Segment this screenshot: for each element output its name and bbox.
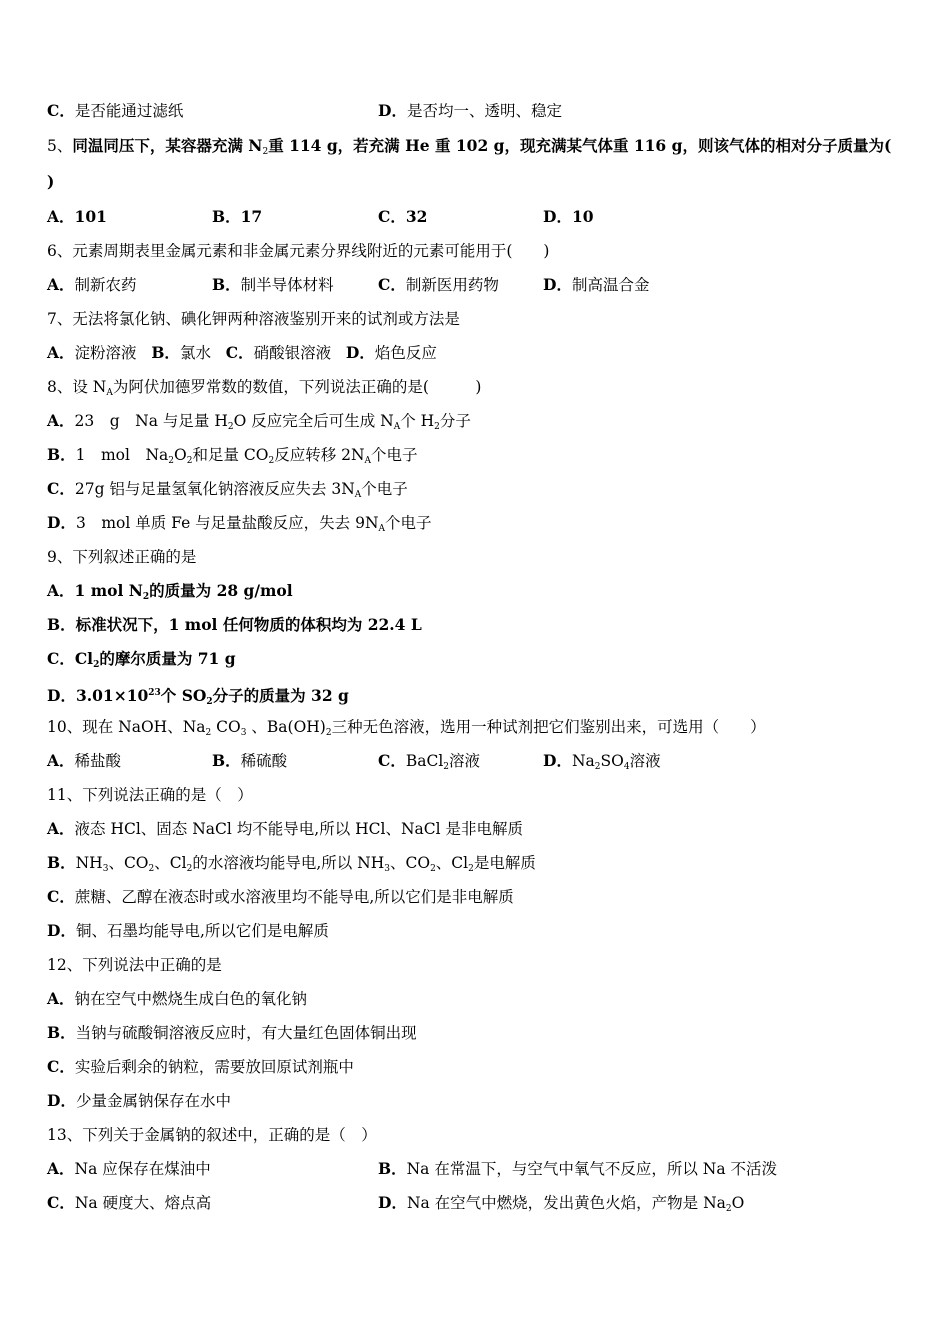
q10-option-d: D．$Na_2SO_4$溶液 [543,751,661,772]
q12-stem: 12、下列说法中正确的是 [47,956,222,974]
q5-stem-close: ) [47,172,55,191]
q6-option-a: A．制新农药 [47,275,137,294]
q11-option-b: B．$NH_3$、$CO_2$、$Cl_2$的水溶液均能导电,所以 $NH_3$、$CO_2$、$Cl_2$是电解质 [47,853,536,874]
q9-option-c: C．$Cl_2$的摩尔质量为 71 g [47,649,236,670]
q13-option-c: C．Na 硬度大、熔点高 [47,1193,212,1212]
q6-option-b: B．制半导体材料 [212,275,334,294]
q11-option-d: D．铜、石墨均能导电,所以它们是电解质 [47,921,329,940]
q7-options: A．淀粉溶液 B．氯水 C．硝酸银溶液 D．焰色反应 [47,343,437,362]
q11-option-a: A．液态 HCl、固态 NaCl 均不能导电,所以 HCl、NaCl 是非电解质 [47,819,524,838]
q8-option-b: B．1 mol $Na_2O_2$和足量 $CO_2$反应转移 $2N_A$个电子 [47,445,418,466]
q5-stem: 5、同温同压下，某容器充满 $N_2$重 114 g，若充满 He 重 102 g，现充满某气体重 116 g，则该气体的相对分子质量为( [47,136,892,157]
q6-stem: 6、元素周期表里金属元素和非金属元素分界线附近的元素可能用于( ) [47,242,550,260]
q13-option-a: A．Na 应保存在煤油中 [47,1159,211,1178]
q6-option-d: D．制高温合金 [543,275,650,294]
q12-option-d: D．少量金属钠保存在水中 [47,1091,231,1110]
q5-option-d: D．10 [543,207,594,226]
q10-stem: 10、现在 NaOH、$Na_2$ $CO_3$ 、$Ba(OH)_2$三种无色溶液，选用一种试剂把它们鉴别出来，可选用（ ） [47,718,766,738]
q9-option-b: B．标准状况下，1 mol 任何物质的体积均为 22.4 L [47,615,422,634]
q13-option-b: B．Na 在常温下，与空气中氧气不反应，所以 Na 不活泼 [378,1159,777,1178]
q9-option-a: A．1 mol $N_2$的质量为 28 g/mol [47,581,293,602]
q7-stem: 7、无法将氯化钠、碘化钾两种溶液鉴别开来的试剂或方法是 [47,310,460,328]
q9-stem: 9、下列叙述正确的是 [47,548,197,566]
q8-option-c: C．27g 铝与足量氢氧化钠溶液反应失去 $3N_A$个电子 [47,479,408,500]
q8-option-d: D．3 mol 单质 Fe 与足量盐酸反应，失去 $9N_A$个电子 [47,513,432,534]
q5-option-a: A．101 [47,207,107,226]
q6-option-c: C．制新医用药物 [378,275,499,294]
q5-option-c: C．32 [378,207,428,226]
q10-option-b: B．稀硫酸 [212,751,288,770]
q13-option-d: D．Na 在空气中燃烧，发出黄色火焰，产物是 $Na_2O$ [378,1193,745,1214]
q5-option-b: B．17 [212,207,263,226]
q13-stem: 13、下列关于金属钠的叙述中，正确的是（ ） [47,1126,377,1144]
q12-option-c: C．实验后剩余的钠粒，需要放回原试剂瓶中 [47,1057,354,1076]
q8-stem: 8、设 $N_A$为阿伏加德罗常数的数值，下列说法正确的是( ) [47,378,482,398]
q8-option-a: A．23 g Na 与足量 $H_2O$ 反应完全后可生成 $N_A$个 $H_2$分子 [47,411,471,432]
q11-option-c: C．蔗糖、乙醇在液态时或水溶液里均不能导电,所以它们是非电解质 [47,887,514,906]
q10-option-a: A．稀盐酸 [47,751,122,770]
q11-stem: 11、下列说法正确的是（ ） [47,786,253,804]
q12-option-b: B．当钠与硫酸铜溶液反应时，有大量红色固体铜出现 [47,1023,417,1042]
q9-option-d: D．$3.01\times 10^{23}$个 $SO_2$分子的质量为 32 g [47,686,349,707]
q10-option-c: C．BaCl$_2$溶液 [378,751,481,772]
q4-option-d: D．是否均一、透明、稳定 [378,101,562,120]
q4-option-c: C．是否能通过滤纸 [47,101,184,120]
q12-option-a: A．钠在空气中燃烧生成白色的氧化钠 [47,989,308,1008]
